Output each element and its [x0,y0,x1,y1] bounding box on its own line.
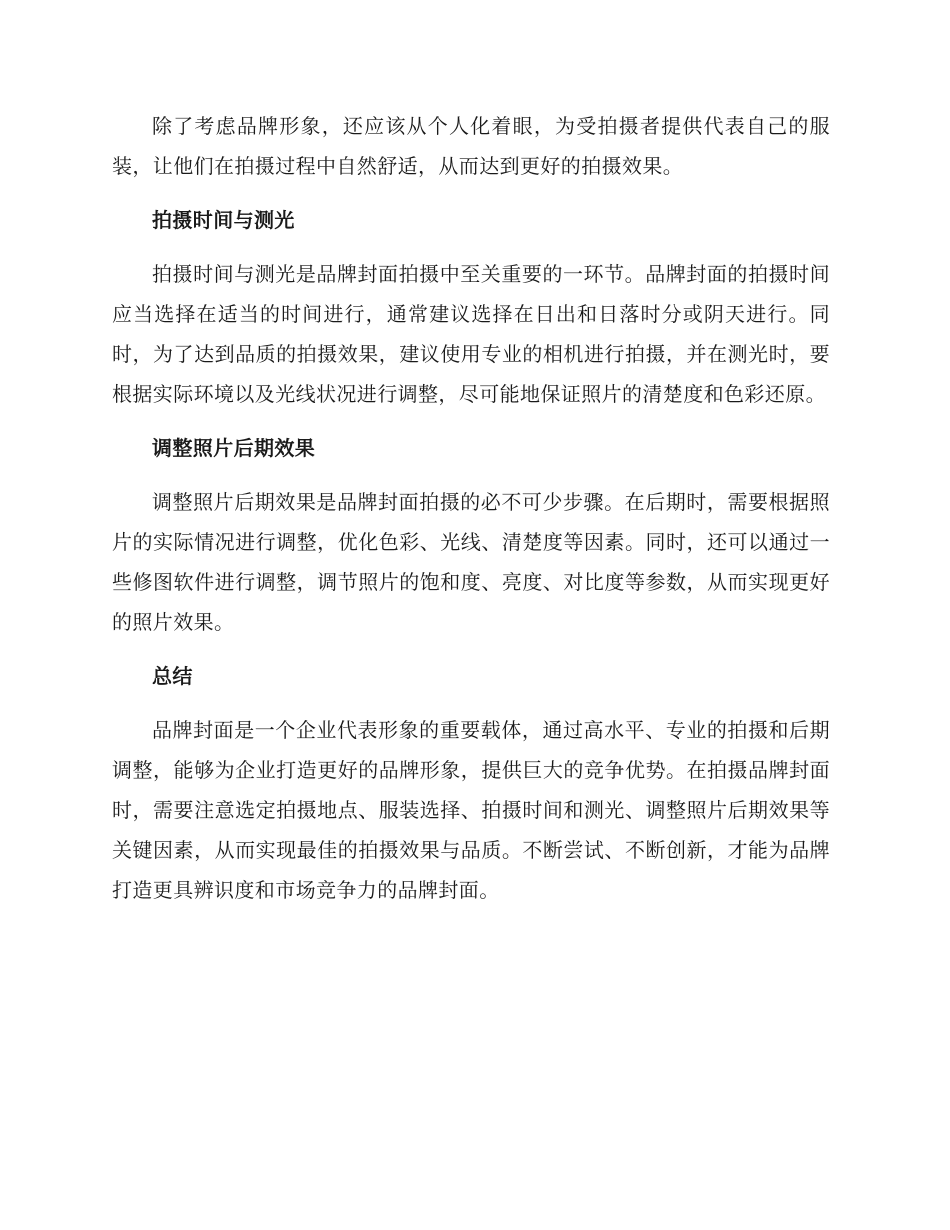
section-heading-summary: 总结 [152,664,193,688]
document-page [112,106,830,924]
section-heading-post-processing: 调整照片后期效果 [152,436,316,460]
paragraph-personal-clothing: 除了考虑品牌形象，还应该从个人化着眼，为受拍摄者提供代表自己的服装，让他们在拍摄过程中自然舒适，从而达到更好的拍摄效果。 [112,114,830,178]
paragraph-timing-metering: 拍摄时间与测光是品牌封面拍摄中至关重要的一环节。品牌封面的拍摄时间应当选择在适当的时间进行，通常建议选择在日出和日落时分或阴天进行。同时，为了达到品质的拍摄效果，建议使用专业的相机进行拍摄，并在测光时，要根据实际环境以及光线状况进行调整，尽可能地保证照片的清楚度和色彩还原。 [112,262,830,406]
paragraph-post-processing: 调整照片后期效果是品牌封面拍摄的必不可少步骤。在后期时，需要根据照片的实际情况进行调整，优化色彩、光线、清楚度等因素。同时，还可以通过一些修图软件进行调整，调节照片的饱和度、亮度、对比度等参数，从而实现更好的照片效果。 [112,490,830,634]
paragraph-summary: 品牌封面是一个企业代表形象的重要载体，通过高水平、专业的拍摄和后期调整，能够为企业打造更好的品牌形象，提供巨大的竞争优势。在拍摄品牌封面时，需要注意选定拍摄地点、服装选择、拍摄时间和测光、调整照片后期效果等关键因素，从而实现最佳的拍摄效果与品质。不断尝试、不断创新，才能为品牌打造更具辨识度和市场竞争力的品牌封面。 [112,718,830,902]
section-heading-timing-metering: 拍摄时间与测光 [152,208,295,232]
